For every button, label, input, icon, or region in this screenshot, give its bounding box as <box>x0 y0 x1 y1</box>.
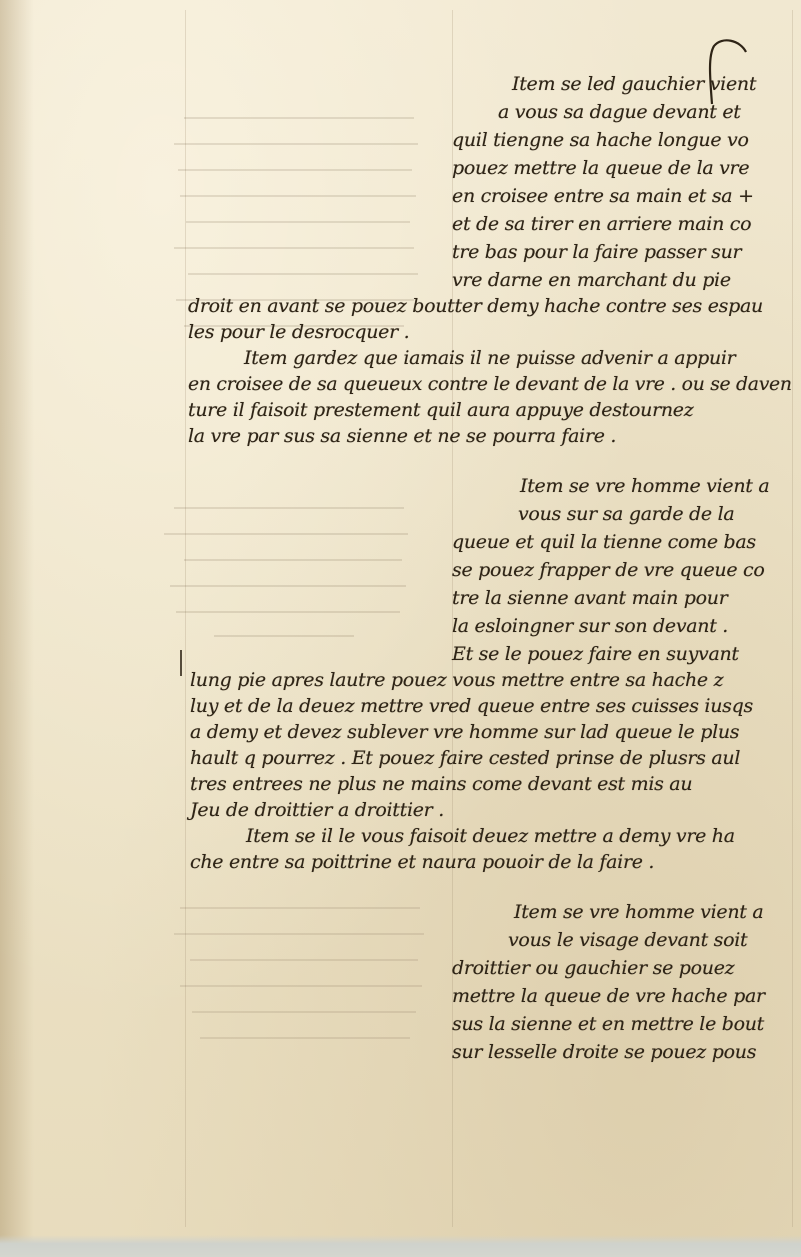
manuscript-line: vous le visage devant soit <box>508 929 748 951</box>
manuscript-line: quil tiengne sa hache longue vo <box>452 129 749 151</box>
manuscript-line: sur lesselle droite se pouez pous <box>452 1041 757 1063</box>
show-through-bleed <box>190 78 450 318</box>
manuscript-line: Jeu de droittier a droittier . <box>190 799 444 821</box>
manuscript-line: tre la sienne avant main pour <box>452 587 728 609</box>
manuscript-line: droittier ou gauchier se pouez <box>452 957 735 979</box>
show-through-bleed <box>186 870 456 1030</box>
manuscript-line: che entre sa poittrine et naura pouoir de la faire . <box>190 851 655 873</box>
manuscript-line: Item se vre homme vient a <box>520 475 770 497</box>
manuscript-line: Item gardez que iamais il ne puisse advenir a appuir <box>244 347 736 369</box>
manuscript-line: se pouez frapper de vre queue co <box>452 559 765 581</box>
manuscript-line: la esloingner sur son devant . <box>452 615 729 637</box>
manuscript-line: tres entrees ne plus ne mains come devant est mis au <box>190 773 693 795</box>
manuscript-line: Item se vre homme vient a <box>514 901 764 923</box>
manuscript-line: et de sa tirer en arriere main co <box>452 213 752 235</box>
manuscript-line: hault q pourrez . Et pouez faire cested prinse de plusrs aul <box>190 747 741 769</box>
manuscript-line: a vous sa dague devant et <box>498 101 741 123</box>
page-bottom-edge <box>0 1235 801 1257</box>
manuscript-line: queue et quil la tienne come bas <box>452 531 756 553</box>
manuscript-line: vre darne en marchant du pie <box>452 269 731 291</box>
manuscript-line: droit en avant se pouez boutter demy hache contre ses espau <box>188 295 763 317</box>
manuscript-line: en croisee de sa queueux contre le devant de la vre . ou se daven <box>188 373 792 395</box>
manuscript-line: la vre par sus sa sienne et ne se pourra faire . <box>188 425 617 447</box>
manuscript-line: les pour le desrocquer . <box>188 321 410 343</box>
manuscript-line: a demy et devez sublever vre homme sur lad queue le plus <box>190 721 740 743</box>
ruling-line <box>792 10 793 1227</box>
page-gutter-shadow <box>0 0 34 1257</box>
manuscript-line: en croisee entre sa main et sa + <box>452 185 754 207</box>
manuscript-line: tre bas pour la faire passer sur <box>452 241 742 263</box>
manuscript-line: Item se led gauchier vient <box>512 73 757 95</box>
manuscript-line: pouez mettre la queue de la vre <box>452 157 750 179</box>
show-through-bleed <box>180 470 440 620</box>
manuscript-line: Item se il le vous faisoit deuez mettre a demy vre ha <box>246 825 735 847</box>
manuscript-line: vous sur sa garde de la <box>518 503 735 525</box>
manuscript-line: mettre la queue de vre hache par <box>452 985 765 1007</box>
manuscript-line: sus la sienne et en mettre le bout <box>452 1013 765 1035</box>
manuscript-line: lung pie apres lautre pouez vous mettre entre sa hache z <box>190 669 724 691</box>
margin-stroke-mark <box>174 648 188 678</box>
manuscript-line: ture il faisoit prestement quil aura appuye destournez <box>188 399 694 421</box>
manuscript-line: luy et de la deuez mettre vred queue entre ses cuisses iusqs <box>190 695 753 717</box>
manuscript-line: Et se le pouez faire en suyvant <box>452 643 739 665</box>
